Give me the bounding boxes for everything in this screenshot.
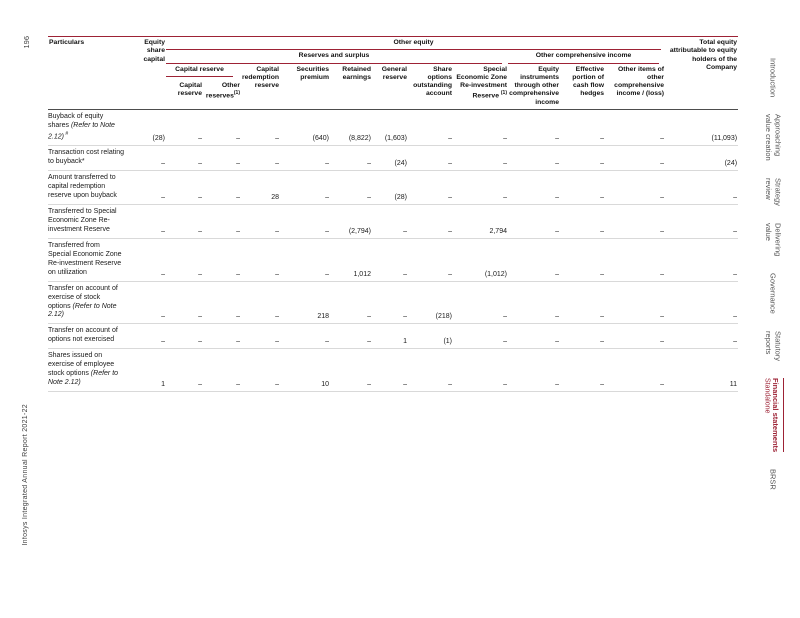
cell-value: – bbox=[408, 146, 453, 171]
col-header-general-reserve: General reserve bbox=[381, 65, 407, 81]
cell-value: – bbox=[203, 146, 241, 171]
cell-value: – bbox=[166, 324, 203, 349]
cell-value: – bbox=[453, 109, 508, 145]
table-header bbox=[48, 37, 738, 110]
cell-value: – bbox=[453, 349, 508, 392]
cell-value: – bbox=[128, 324, 166, 349]
cell-value: – bbox=[508, 204, 560, 238]
col-header-capital-reserve: Capital reserve bbox=[177, 82, 202, 98]
row-label bbox=[48, 146, 128, 171]
row-label-note: (Refer to Note 2.12) bbox=[48, 370, 119, 387]
capital-reserve-group-label: Capital reserve bbox=[166, 64, 233, 77]
sidebar-item-label: value bbox=[763, 222, 773, 241]
cell-value: – bbox=[453, 171, 508, 205]
cell-value: – bbox=[128, 204, 166, 238]
cell-value: – bbox=[665, 171, 738, 205]
other-equity-label: Other equity bbox=[166, 37, 661, 50]
cell-value: 1 bbox=[372, 324, 408, 349]
cell-value: – bbox=[166, 146, 203, 171]
cell-value: – bbox=[508, 324, 560, 349]
cell-value: – bbox=[280, 324, 330, 349]
sidebar-item-label: BRSR bbox=[768, 469, 778, 491]
col-header-other-items-oci: Other items of other comprehensive income / (loss) bbox=[614, 65, 665, 98]
row-label bbox=[48, 324, 128, 349]
cell-value: – bbox=[560, 146, 605, 171]
cell-value: – bbox=[203, 349, 241, 392]
cell-value: – bbox=[241, 204, 280, 238]
cell-value: – bbox=[665, 281, 738, 324]
row-label-text: Shares issued on exercise of employee stock options bbox=[48, 352, 115, 378]
cell-value: – bbox=[605, 171, 665, 205]
cell-value: – bbox=[508, 109, 560, 145]
cell-value: – bbox=[166, 171, 203, 205]
cell-value: – bbox=[508, 146, 560, 171]
cell-value: – bbox=[508, 349, 560, 392]
col-header-effective-portion-hedges: Effective portion of cash flow hedges bbox=[572, 65, 604, 98]
row-label-text: Buyback of equity shares bbox=[48, 112, 104, 129]
cell-value: – bbox=[166, 109, 203, 145]
report-footer: Infosys Integrated Annual Report 2021-22 bbox=[22, 404, 29, 546]
sidebar-item-financial-statements[interactable] bbox=[762, 378, 784, 452]
row-label-text: Transfer on account of exercise of stock options bbox=[48, 284, 118, 310]
cell-value: – bbox=[560, 171, 605, 205]
cell-value: – bbox=[330, 146, 372, 171]
cell-value: – bbox=[408, 204, 453, 238]
table-row bbox=[48, 171, 738, 205]
cell-value: – bbox=[372, 238, 408, 281]
col-header-capital-redemption-reserve: Capital redemption reserve bbox=[241, 65, 279, 90]
row-label bbox=[48, 109, 128, 145]
col-group-capital-reserve bbox=[166, 64, 241, 81]
cell-value: – bbox=[241, 324, 280, 349]
cell-value: – bbox=[605, 109, 665, 145]
sidebar-item-brsr[interactable] bbox=[768, 469, 777, 490]
cell-value: (218) bbox=[408, 281, 453, 324]
col-header-equity-instruments-oci: Equity instruments through other comprehensive income bbox=[509, 65, 559, 106]
cell-value: – bbox=[508, 238, 560, 281]
cell-value: – bbox=[128, 146, 166, 171]
other-reserves-label: Other reserves bbox=[205, 82, 240, 100]
col-header-share-options-outstanding: Share options outstanding account bbox=[413, 65, 452, 98]
cell-value: – bbox=[241, 281, 280, 324]
equity-statement-table bbox=[48, 36, 738, 392]
section-nav bbox=[762, 58, 784, 528]
cell-value: – bbox=[605, 281, 665, 324]
cell-value: – bbox=[665, 204, 738, 238]
sidebar-item-label: Financial statements bbox=[771, 378, 780, 453]
cell-value: – bbox=[453, 281, 508, 324]
table-row bbox=[48, 281, 738, 324]
page-number: 196 bbox=[22, 36, 31, 49]
row-label-text: Transaction cost relating to buyback* bbox=[48, 149, 124, 166]
cell-value: – bbox=[408, 349, 453, 392]
cell-value: (1,012) bbox=[453, 238, 508, 281]
sidebar-item-label: reports bbox=[763, 331, 773, 355]
table-row bbox=[48, 146, 738, 171]
cell-value: – bbox=[128, 238, 166, 281]
table-row bbox=[48, 204, 738, 238]
sidebar-item-label: Approaching bbox=[773, 114, 783, 157]
table-row bbox=[48, 109, 738, 145]
cell-value: – bbox=[372, 349, 408, 392]
col-header-other-reserves bbox=[203, 80, 241, 109]
cell-value: – bbox=[128, 171, 166, 205]
other-comprehensive-income-label: Other comprehensive income bbox=[508, 50, 659, 63]
cell-value: 2,794 bbox=[453, 204, 508, 238]
reserves-and-surplus-label: Reserves and surplus bbox=[166, 50, 502, 63]
cell-value: – bbox=[330, 171, 372, 205]
cell-value: – bbox=[453, 324, 508, 349]
cell-value: – bbox=[560, 238, 605, 281]
cell-value: – bbox=[241, 146, 280, 171]
row-label-note: (Refer to Note 2.12) bbox=[48, 302, 117, 319]
cell-value: – bbox=[665, 238, 738, 281]
cell-value: – bbox=[241, 349, 280, 392]
cell-value: – bbox=[605, 324, 665, 349]
cell-value: – bbox=[241, 238, 280, 281]
row-label-text: Amount transferred to capital redemption reserve upon buyback bbox=[48, 174, 117, 199]
cell-value: – bbox=[280, 171, 330, 205]
row-label bbox=[48, 238, 128, 281]
cell-value: 218 bbox=[280, 281, 330, 324]
cell-value: – bbox=[508, 171, 560, 205]
row-label-note: (Refer to Note 2.12) bbox=[48, 121, 115, 141]
table-row bbox=[48, 349, 738, 392]
sez-reserve-label: Special Economic Zone Re-investment Reserve bbox=[456, 65, 507, 100]
sidebar-item-delivering[interactable] bbox=[764, 223, 783, 256]
cell-value: 1,012 bbox=[330, 238, 372, 281]
col-header-securities-premium: Securities premium bbox=[296, 65, 329, 81]
col-header-total-equity: Total equity attributable to equity holders of the Company bbox=[669, 39, 738, 71]
row-label-text: Transferred to Special Economic Zone Re-investment Reserve bbox=[48, 207, 117, 233]
cell-value: (1,603) bbox=[372, 109, 408, 145]
row-label bbox=[48, 204, 128, 238]
sidebar-item-label: value creation bbox=[763, 114, 773, 161]
col-header-retained-earnings: Retained earnings bbox=[342, 65, 371, 81]
row-footnote-marker: # bbox=[63, 130, 69, 137]
col-header-particulars: Particulars bbox=[49, 39, 85, 46]
sidebar-item-statutory[interactable] bbox=[764, 331, 783, 361]
cell-value: 11 bbox=[665, 349, 738, 392]
cell-value: – bbox=[241, 109, 280, 145]
cell-value: – bbox=[605, 146, 665, 171]
cell-value: – bbox=[408, 171, 453, 205]
cell-value: – bbox=[605, 238, 665, 281]
row-label bbox=[48, 281, 128, 324]
cell-value: – bbox=[560, 349, 605, 392]
sidebar-item-strategy[interactable] bbox=[764, 178, 783, 206]
cell-value: – bbox=[166, 238, 203, 281]
cell-value: – bbox=[408, 238, 453, 281]
cell-value: – bbox=[166, 349, 203, 392]
cell-value: – bbox=[166, 204, 203, 238]
col-header-equity-share-capital: Equity share capital bbox=[143, 39, 165, 63]
sidebar-item-introduction[interactable] bbox=[768, 58, 777, 97]
cell-value: – bbox=[203, 204, 241, 238]
cell-value: – bbox=[453, 146, 508, 171]
cell-value: – bbox=[330, 349, 372, 392]
sidebar-item-label: Standalone bbox=[763, 378, 771, 414]
sidebar-item-label: Introduction bbox=[768, 58, 778, 98]
cell-value: (24) bbox=[665, 146, 738, 171]
cell-value: (11,093) bbox=[665, 109, 738, 145]
table-row bbox=[48, 238, 738, 281]
cell-value: – bbox=[166, 281, 203, 324]
cell-value: – bbox=[560, 109, 605, 145]
cell-value: – bbox=[280, 146, 330, 171]
cell-value: (8,822) bbox=[330, 109, 372, 145]
row-label bbox=[48, 171, 128, 205]
cell-value: 10 bbox=[280, 349, 330, 392]
cell-value: 1 bbox=[128, 349, 166, 392]
row-label bbox=[48, 349, 128, 392]
col-header-other-equity bbox=[166, 37, 665, 51]
cell-value: – bbox=[203, 171, 241, 205]
cell-value: – bbox=[330, 281, 372, 324]
cell-value: – bbox=[408, 109, 453, 145]
cell-value: – bbox=[560, 204, 605, 238]
cell-value: – bbox=[330, 324, 372, 349]
table-row bbox=[48, 324, 738, 349]
cell-value: – bbox=[203, 238, 241, 281]
cell-value: – bbox=[280, 204, 330, 238]
cell-value: (28) bbox=[128, 109, 166, 145]
sidebar-item-label: Governance bbox=[768, 273, 778, 315]
col-group-other-comprehensive-income bbox=[508, 50, 665, 63]
cell-value: – bbox=[128, 281, 166, 324]
sidebar-item-label: review bbox=[763, 177, 773, 200]
cell-value: (640) bbox=[280, 109, 330, 145]
cell-value: (28) bbox=[372, 171, 408, 205]
cell-value: – bbox=[203, 109, 241, 145]
cell-value: – bbox=[203, 324, 241, 349]
table-body bbox=[48, 109, 738, 391]
sidebar-item-label: Delivering bbox=[773, 222, 783, 257]
cell-value: – bbox=[203, 281, 241, 324]
row-label-text: Transferred from Special Economic Zone Re-investment Reserve on utilization bbox=[48, 241, 122, 276]
cell-value: (2,794) bbox=[330, 204, 372, 238]
cell-value: – bbox=[605, 204, 665, 238]
cell-value: – bbox=[508, 281, 560, 324]
sidebar-item-label: Strategy bbox=[773, 177, 783, 206]
sidebar-item-governance[interactable] bbox=[768, 273, 777, 314]
row-label-text: Transfer on account of options not exercised bbox=[48, 327, 118, 344]
cell-value: – bbox=[560, 324, 605, 349]
sidebar-item-approaching[interactable] bbox=[764, 114, 783, 161]
cell-value: – bbox=[372, 204, 408, 238]
sez-reserve-footnote-marker: (1) bbox=[500, 90, 507, 97]
cell-value: (24) bbox=[372, 146, 408, 171]
cell-value: – bbox=[665, 324, 738, 349]
cell-value: – bbox=[280, 238, 330, 281]
col-group-reserves-and-surplus bbox=[166, 50, 508, 63]
cell-value: (1) bbox=[408, 324, 453, 349]
cell-value: – bbox=[560, 281, 605, 324]
equity-statement-section bbox=[48, 36, 738, 392]
other-reserves-footnote-marker: (1) bbox=[233, 90, 240, 97]
cell-value: – bbox=[605, 349, 665, 392]
cell-value: – bbox=[372, 281, 408, 324]
cell-value: 28 bbox=[241, 171, 280, 205]
sidebar-item-label: Statutory bbox=[773, 331, 783, 362]
col-header-sez-reinvestment-reserve bbox=[453, 64, 508, 110]
